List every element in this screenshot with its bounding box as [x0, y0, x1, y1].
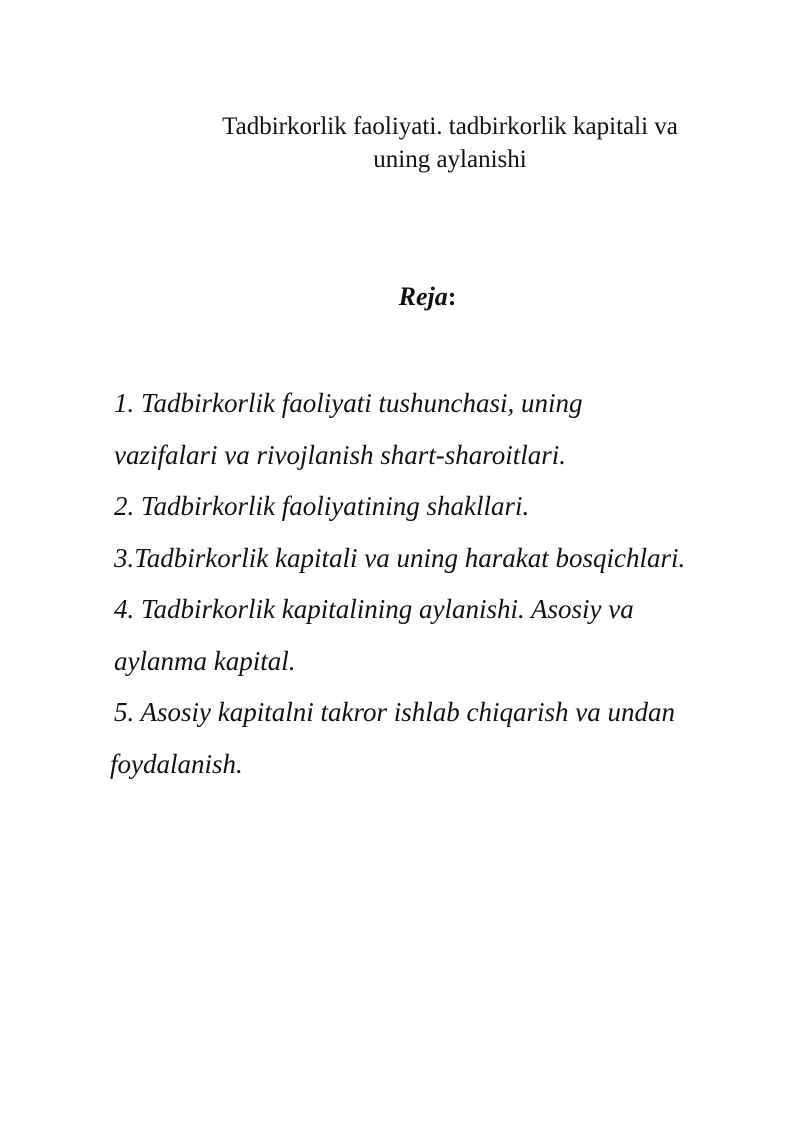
plan-line: aylanma kapital. [114, 645, 296, 676]
title-line-2: uning aylanishi [373, 146, 527, 173]
plan-line: 3.Tadbirkorlik kapitali va uning harakat bosqichlari. [114, 542, 686, 573]
plan-line: 2. Tadbirkorlik faoliyatining shakllari. [114, 491, 530, 521]
plan-line: foydalanish. [110, 748, 243, 779]
plan-heading-text: Reja [398, 282, 448, 311]
plan-heading [0, 280, 800, 314]
plan-line: vazifalari va rivojlanish shart-sharoitlari. [114, 439, 567, 470]
document-title [100, 110, 800, 176]
title-line-1: Tadbirkorlik faoliyati. tadbirkorlik kapitali va [222, 113, 678, 140]
plan-line: 5. Asosiy kapitalni takror ishlab chiqarish va undan [114, 697, 675, 727]
plan-line: 1. Tadbirkorlik faoliyati tushunchasi, uning [114, 388, 583, 418]
plan-heading-colon: : [447, 282, 457, 311]
plan-list [110, 378, 794, 790]
plan-line: 4. Tadbirkorlik kapitalining aylanishi. Asosiy va [114, 594, 634, 624]
